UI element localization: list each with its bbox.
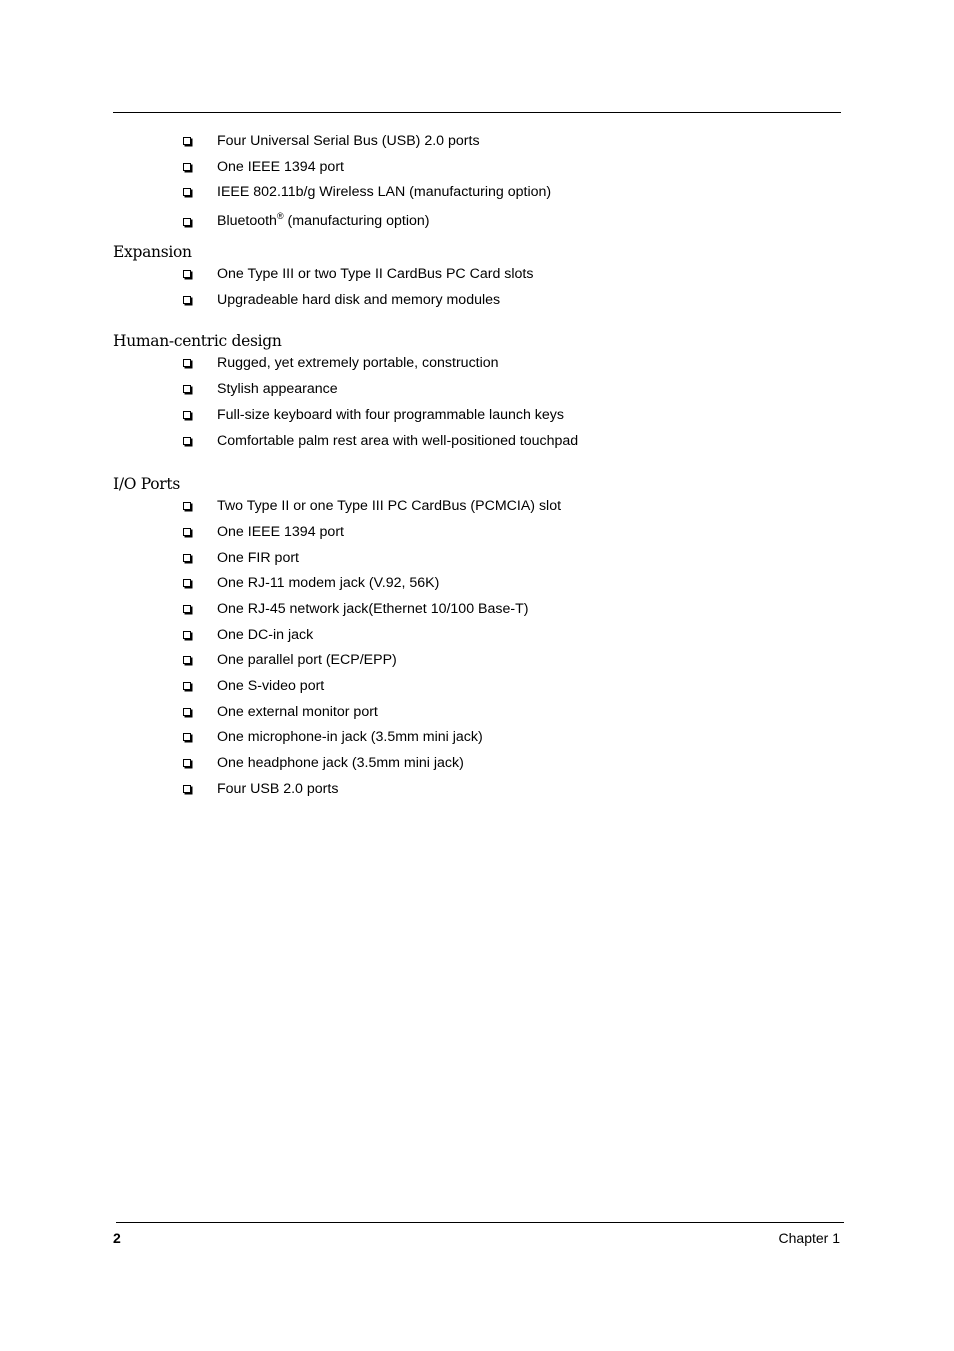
- list-item: [113, 702, 841, 728]
- list-item-text: One IEEE 1394 port: [217, 523, 344, 540]
- checkbox-bullet-icon: [183, 188, 191, 196]
- list-item: [113, 625, 841, 651]
- checkbox-bullet-icon: [183, 359, 191, 367]
- checkbox-bullet-icon: [183, 163, 191, 171]
- list-item-text: One Type III or two Type II CardBus PC Card slots: [217, 266, 534, 283]
- list-item-text: (manufacturing option): [283, 213, 430, 230]
- list-item-text: Bluetooth: [217, 213, 277, 230]
- page-content: [113, 131, 841, 804]
- list-item: [113, 727, 841, 753]
- checkbox-bullet-icon: [183, 785, 191, 793]
- list-item: [113, 290, 841, 316]
- checkbox-bullet-icon: [183, 411, 191, 419]
- list-item-text: One microphone-in jack (3.5mm mini jack): [217, 729, 483, 746]
- list-item-text: Full-size keyboard with four programmable launch keys: [217, 406, 564, 423]
- list-item: [113, 431, 841, 457]
- human-centric-list: [113, 353, 841, 456]
- section-heading-human-centric-design: Human-centric design: [113, 332, 282, 351]
- checkbox-bullet-icon: [183, 682, 191, 690]
- list-item-text: Four USB 2.0 ports: [217, 780, 339, 797]
- list-item-text: One FIR port: [217, 549, 300, 566]
- header-rule: [113, 112, 841, 113]
- list-item-text: IEEE 802.11b/g Wireless LAN (manufacturing option): [217, 184, 552, 201]
- checkbox-bullet-icon: [183, 631, 191, 639]
- checkbox-bullet-icon: [183, 437, 191, 445]
- page-number: 2: [113, 1230, 121, 1246]
- section-heading-io-ports: I/O Ports: [113, 475, 181, 494]
- chapter-label: Chapter 1: [778, 1230, 840, 1246]
- io-ports-list: [113, 496, 841, 804]
- list-item: [113, 753, 841, 779]
- checkbox-bullet-icon: [183, 733, 191, 741]
- list-item: [113, 264, 841, 290]
- list-item-text: One RJ-45 network jack(Ethernet 10/100 Base-T): [217, 600, 529, 617]
- list-item: [113, 379, 841, 405]
- expansion-list: [113, 264, 841, 315]
- checkbox-bullet-icon: [183, 385, 191, 393]
- intro-list: [113, 131, 841, 238]
- list-item-text: Upgradeable hard disk and memory modules: [217, 291, 501, 308]
- footer-rule: [116, 1222, 844, 1223]
- list-item: [113, 573, 841, 599]
- list-item: [113, 522, 841, 548]
- checkbox-bullet-icon: [183, 502, 191, 510]
- list-item: [113, 131, 841, 157]
- list-item: [113, 676, 841, 702]
- list-item-text: One parallel port (ECP/EPP): [217, 652, 397, 669]
- section-heading-expansion: Expansion: [113, 243, 192, 262]
- list-item: [113, 779, 841, 805]
- checkbox-bullet-icon: [183, 708, 191, 716]
- list-item: [113, 353, 841, 379]
- checkbox-bullet-icon: [183, 605, 191, 613]
- list-item-text: Four Universal Serial Bus (USB) 2.0 ports: [217, 133, 480, 149]
- list-item: [113, 208, 841, 238]
- list-item: [113, 157, 841, 183]
- list-item-text: One RJ-11 modem jack (V.92, 56K): [217, 575, 440, 592]
- checkbox-bullet-icon: [183, 218, 191, 226]
- checkbox-bullet-icon: [183, 656, 191, 664]
- list-item-text: Two Type II or one Type III PC CardBus (PCMCIA) slot: [217, 498, 562, 515]
- list-item-text: One external monitor port: [217, 703, 378, 720]
- list-item-text: One headphone jack (3.5mm mini jack): [217, 755, 464, 772]
- list-item: [113, 496, 841, 522]
- list-item: [113, 650, 841, 676]
- list-item: [113, 182, 841, 208]
- list-item-text: Stylish appearance: [217, 381, 338, 398]
- list-item: [113, 548, 841, 574]
- list-item-text: One DC-in jack: [217, 626, 314, 643]
- checkbox-bullet-icon: [183, 579, 191, 587]
- checkbox-bullet-icon: [183, 270, 191, 278]
- checkbox-bullet-icon: [183, 137, 191, 145]
- list-item-text: Comfortable palm rest area with well-positioned touchpad: [217, 432, 579, 449]
- checkbox-bullet-icon: [183, 528, 191, 536]
- list-item-text: Rugged, yet extremely portable, construction: [217, 355, 499, 372]
- registered-mark: ®: [276, 211, 284, 222]
- list-item: [113, 599, 841, 625]
- checkbox-bullet-icon: [183, 296, 191, 304]
- checkbox-bullet-icon: [183, 554, 191, 562]
- list-item: [113, 405, 841, 431]
- list-item-text: One IEEE 1394 port: [217, 158, 344, 175]
- list-item-text: One S-video port: [217, 678, 325, 694]
- checkbox-bullet-icon: [183, 759, 191, 767]
